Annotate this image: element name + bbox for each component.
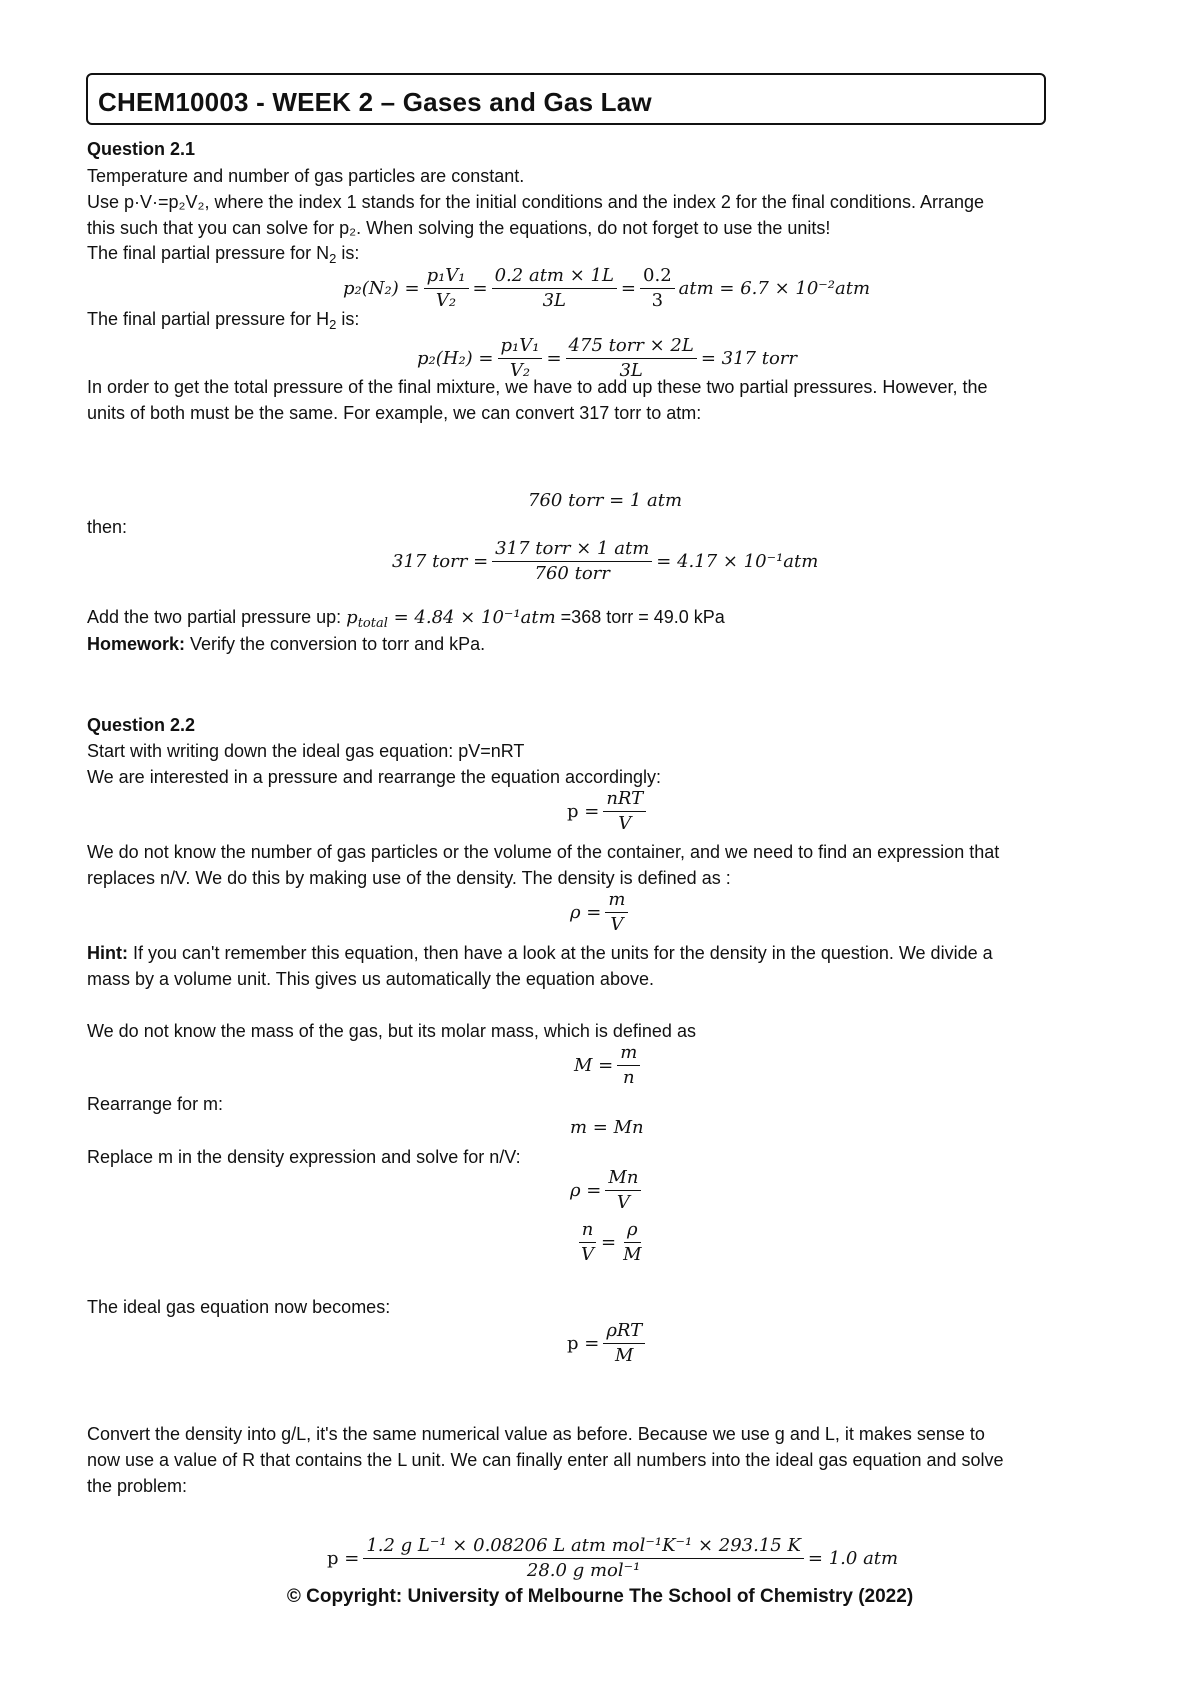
eq4-den: 760 torr <box>534 562 610 584</box>
eq4-lhs: 317 torr = <box>392 550 489 572</box>
title-box <box>86 73 1046 125</box>
homework-text: Verify the conversion to torr and kPa. <box>185 634 486 654</box>
q21-line-5-post: is: <box>336 309 360 329</box>
q22-eq7-num: ρRT <box>603 1320 645 1344</box>
q22-eq4: m = Mn <box>570 1117 644 1138</box>
q22-hint <box>87 940 993 966</box>
eq3-text: 760 torr = 1 atm <box>528 490 683 511</box>
q22-eq6-equals: = <box>601 1231 617 1253</box>
eq2-num-1: p₁V₁ <box>498 335 543 359</box>
q22-eq5-num: Mn <box>605 1167 641 1191</box>
eq4-rhs: = 4.17 × 10⁻¹atm <box>656 550 819 572</box>
q22-eq3-lhs: M = <box>574 1054 614 1076</box>
q22-heading: Question 2.2 <box>87 715 196 735</box>
equation-n-over-v <box>574 1216 649 1268</box>
q21-line-4-pre: The final partial pressure for N <box>87 243 330 263</box>
eq1-den-3: 3 <box>651 289 664 311</box>
q22-eq8-lhs: p = <box>327 1547 360 1569</box>
equation-density-mn <box>570 1164 645 1216</box>
q21-line-2: Use p·V·=p₂V₂, where the index 1 stands for the initial conditions and the index 2 for the final conditions. Arrange <box>87 192 985 212</box>
q21-then: then: <box>87 517 128 537</box>
homework-label: Homework: <box>87 634 186 654</box>
eq4-frac <box>492 538 652 585</box>
eq1-num-2: 0.2 atm × 1L <box>492 265 617 289</box>
q22-eq6-rfrac <box>620 1219 644 1266</box>
q22-line-9: The ideal gas equation now becomes: <box>87 1297 391 1317</box>
q22-eq2-num: m <box>605 889 628 913</box>
eq1-num-3: 0.2 <box>640 265 675 289</box>
q22-eq2-frac <box>605 889 628 936</box>
q22-line-6: We do not know the mass of the gas, but its molar mass, which is defined as <box>87 1021 696 1041</box>
q22-line-7: Rearrange for m: <box>87 1094 224 1114</box>
equation-molar-mass <box>574 1039 644 1091</box>
q22-eq3-num: m <box>617 1042 640 1066</box>
q22-eq6-lfrac <box>578 1219 597 1266</box>
eq1-frac-1 <box>424 265 469 312</box>
q21-line-1: Temperature and number of gas particles are constant. <box>87 166 525 186</box>
hint-text: If you can't remember this equation, then have a look at the units for the density in the question. We divide a <box>127 943 993 963</box>
q22-eq6-rnum: ρ <box>624 1219 641 1243</box>
q22-line-3: We do not know the number of gas particles or the volume of the container, and we need to find an expression that <box>87 842 1000 862</box>
q21-line-6: In order to get the total pressure of the final mixture, we have to add up these two partial pressures. However, the <box>87 377 988 397</box>
p-total-value: = 4.84 × 10⁻¹atm <box>387 607 556 628</box>
q22-eq1-lhs: p = <box>567 800 600 822</box>
hint-label: Hint: <box>87 943 128 963</box>
q21-line-4 <box>87 240 359 272</box>
q22-eq3-den: n <box>622 1066 635 1088</box>
equation-mass <box>570 1117 644 1138</box>
eq1-rhs: atm = 6.7 × 10⁻²atm <box>678 277 871 299</box>
q22-eq5-den: V <box>616 1191 630 1213</box>
q21-line-5 <box>87 306 359 338</box>
eq1-den-1: V₂ <box>435 289 457 311</box>
q22-eq8-frac <box>363 1535 804 1582</box>
eq1-equals: = <box>472 277 488 299</box>
n2-subscript: 2 <box>329 251 337 266</box>
eq2-lhs: p₂(H₂) = <box>417 347 494 369</box>
q21-line-5-pre: The final partial pressure for H <box>87 309 330 329</box>
q22-eq1-den: V <box>618 812 632 834</box>
q22-line-10: Convert the density into g/L, it's the same numerical value as before. Because we use g and L, it makes sense to <box>87 1424 985 1444</box>
q21-heading: Question 2.1 <box>87 139 196 159</box>
eq2-rhs: = 317 torr <box>700 347 798 369</box>
equation-pressure-density <box>567 1317 649 1369</box>
q22-eq6-rden: M <box>623 1243 642 1265</box>
eq1-frac-2 <box>492 265 617 312</box>
q22-eq8-num: 1.2 g L⁻¹ × 0.08206 L atm mol⁻¹K⁻¹ × 293.15 K <box>363 1535 804 1559</box>
q22-eq3-frac <box>617 1042 640 1089</box>
eq1-den-2: 3L <box>542 289 566 311</box>
equation-density <box>570 886 632 938</box>
p-total-symbol: p <box>346 607 358 628</box>
eq1-equals-2: = <box>620 277 637 299</box>
page-title: CHEM10003 - WEEK 2 – Gases and Gas Law <box>98 87 652 117</box>
equation-final-pressure <box>327 1530 898 1586</box>
eq4-num: 317 torr × 1 atm <box>492 538 652 562</box>
h2-subscript: 2 <box>329 317 337 332</box>
eq1-frac-3 <box>640 265 675 312</box>
q22-line-5: mass by a volume unit. This gives us automatically the equation above. <box>87 969 654 989</box>
q22-eq1-frac <box>603 788 646 835</box>
p-total-subscript: total <box>357 616 388 631</box>
eq2-equals: = <box>546 347 562 369</box>
equation-torr-conversion <box>392 531 818 591</box>
eq2-den-1: V₂ <box>509 359 531 381</box>
q22-eq5-frac <box>605 1167 641 1214</box>
q22-line-4: replaces n/V. We do this by making use of the density. The density is defined as : <box>87 868 731 888</box>
equation-n2-pressure <box>343 258 870 318</box>
q22-eq7-frac <box>603 1320 645 1367</box>
q22-eq2-den: V <box>610 913 624 935</box>
eq1-num-1: p₁V₁ <box>424 265 469 289</box>
q22-eq7-lhs: p = <box>567 1332 600 1354</box>
q21-line-4-post: is: <box>336 243 360 263</box>
q22-eq8-rhs: = 1.0 atm <box>807 1547 899 1569</box>
q22-eq1-num: nRT <box>603 788 646 812</box>
q22-line-2: We are interested in a pressure and rearrange the equation accordingly: <box>87 767 662 787</box>
q22-eq6-lden: V <box>581 1243 594 1265</box>
q21-line-8-post: =368 torr = 49.0 kPa <box>555 607 725 627</box>
q22-eq6-lnum: n <box>579 1219 597 1243</box>
q21-line-7: units of both must be the same. For example, we can convert 317 torr to atm: <box>87 403 702 423</box>
q21-line-8-pre: Add the two partial pressure up: <box>87 607 347 627</box>
equation-torr-atm <box>528 490 682 511</box>
q22-eq7-den: M <box>615 1344 634 1366</box>
eq1-lhs: p₂(N₂) = <box>343 277 420 299</box>
q22-line-11: now use a value of R that contains the L unit. We can finally enter all numbers into the ideal gas equation and solve <box>87 1450 1004 1470</box>
eq2-num-2: 475 torr × 2L <box>566 335 697 359</box>
eq2-den-2: 3L <box>619 359 643 381</box>
equation-pressure-nrt <box>567 785 650 837</box>
q22-line-12: the problem: <box>87 1476 188 1496</box>
q21-homework <box>87 631 485 657</box>
copyright-footer: © Copyright: University of Melbourne The School of Chemistry (2022) <box>286 1586 914 1607</box>
q22-line-8: Replace m in the density expression and solve for n/V: <box>87 1147 521 1167</box>
q22-eq2-lhs: ρ = <box>570 901 602 923</box>
q22-line-1: Start with writing down the ideal gas equation: pV=nRT <box>87 741 525 761</box>
q22-eq5-lhs: ρ = <box>570 1179 602 1201</box>
q21-line-3: this such that you can solve for p₂. When solving the equations, do not forget to use the units! <box>87 218 831 238</box>
q22-eq8-den: 28.0 g mol⁻¹ <box>526 1559 641 1581</box>
